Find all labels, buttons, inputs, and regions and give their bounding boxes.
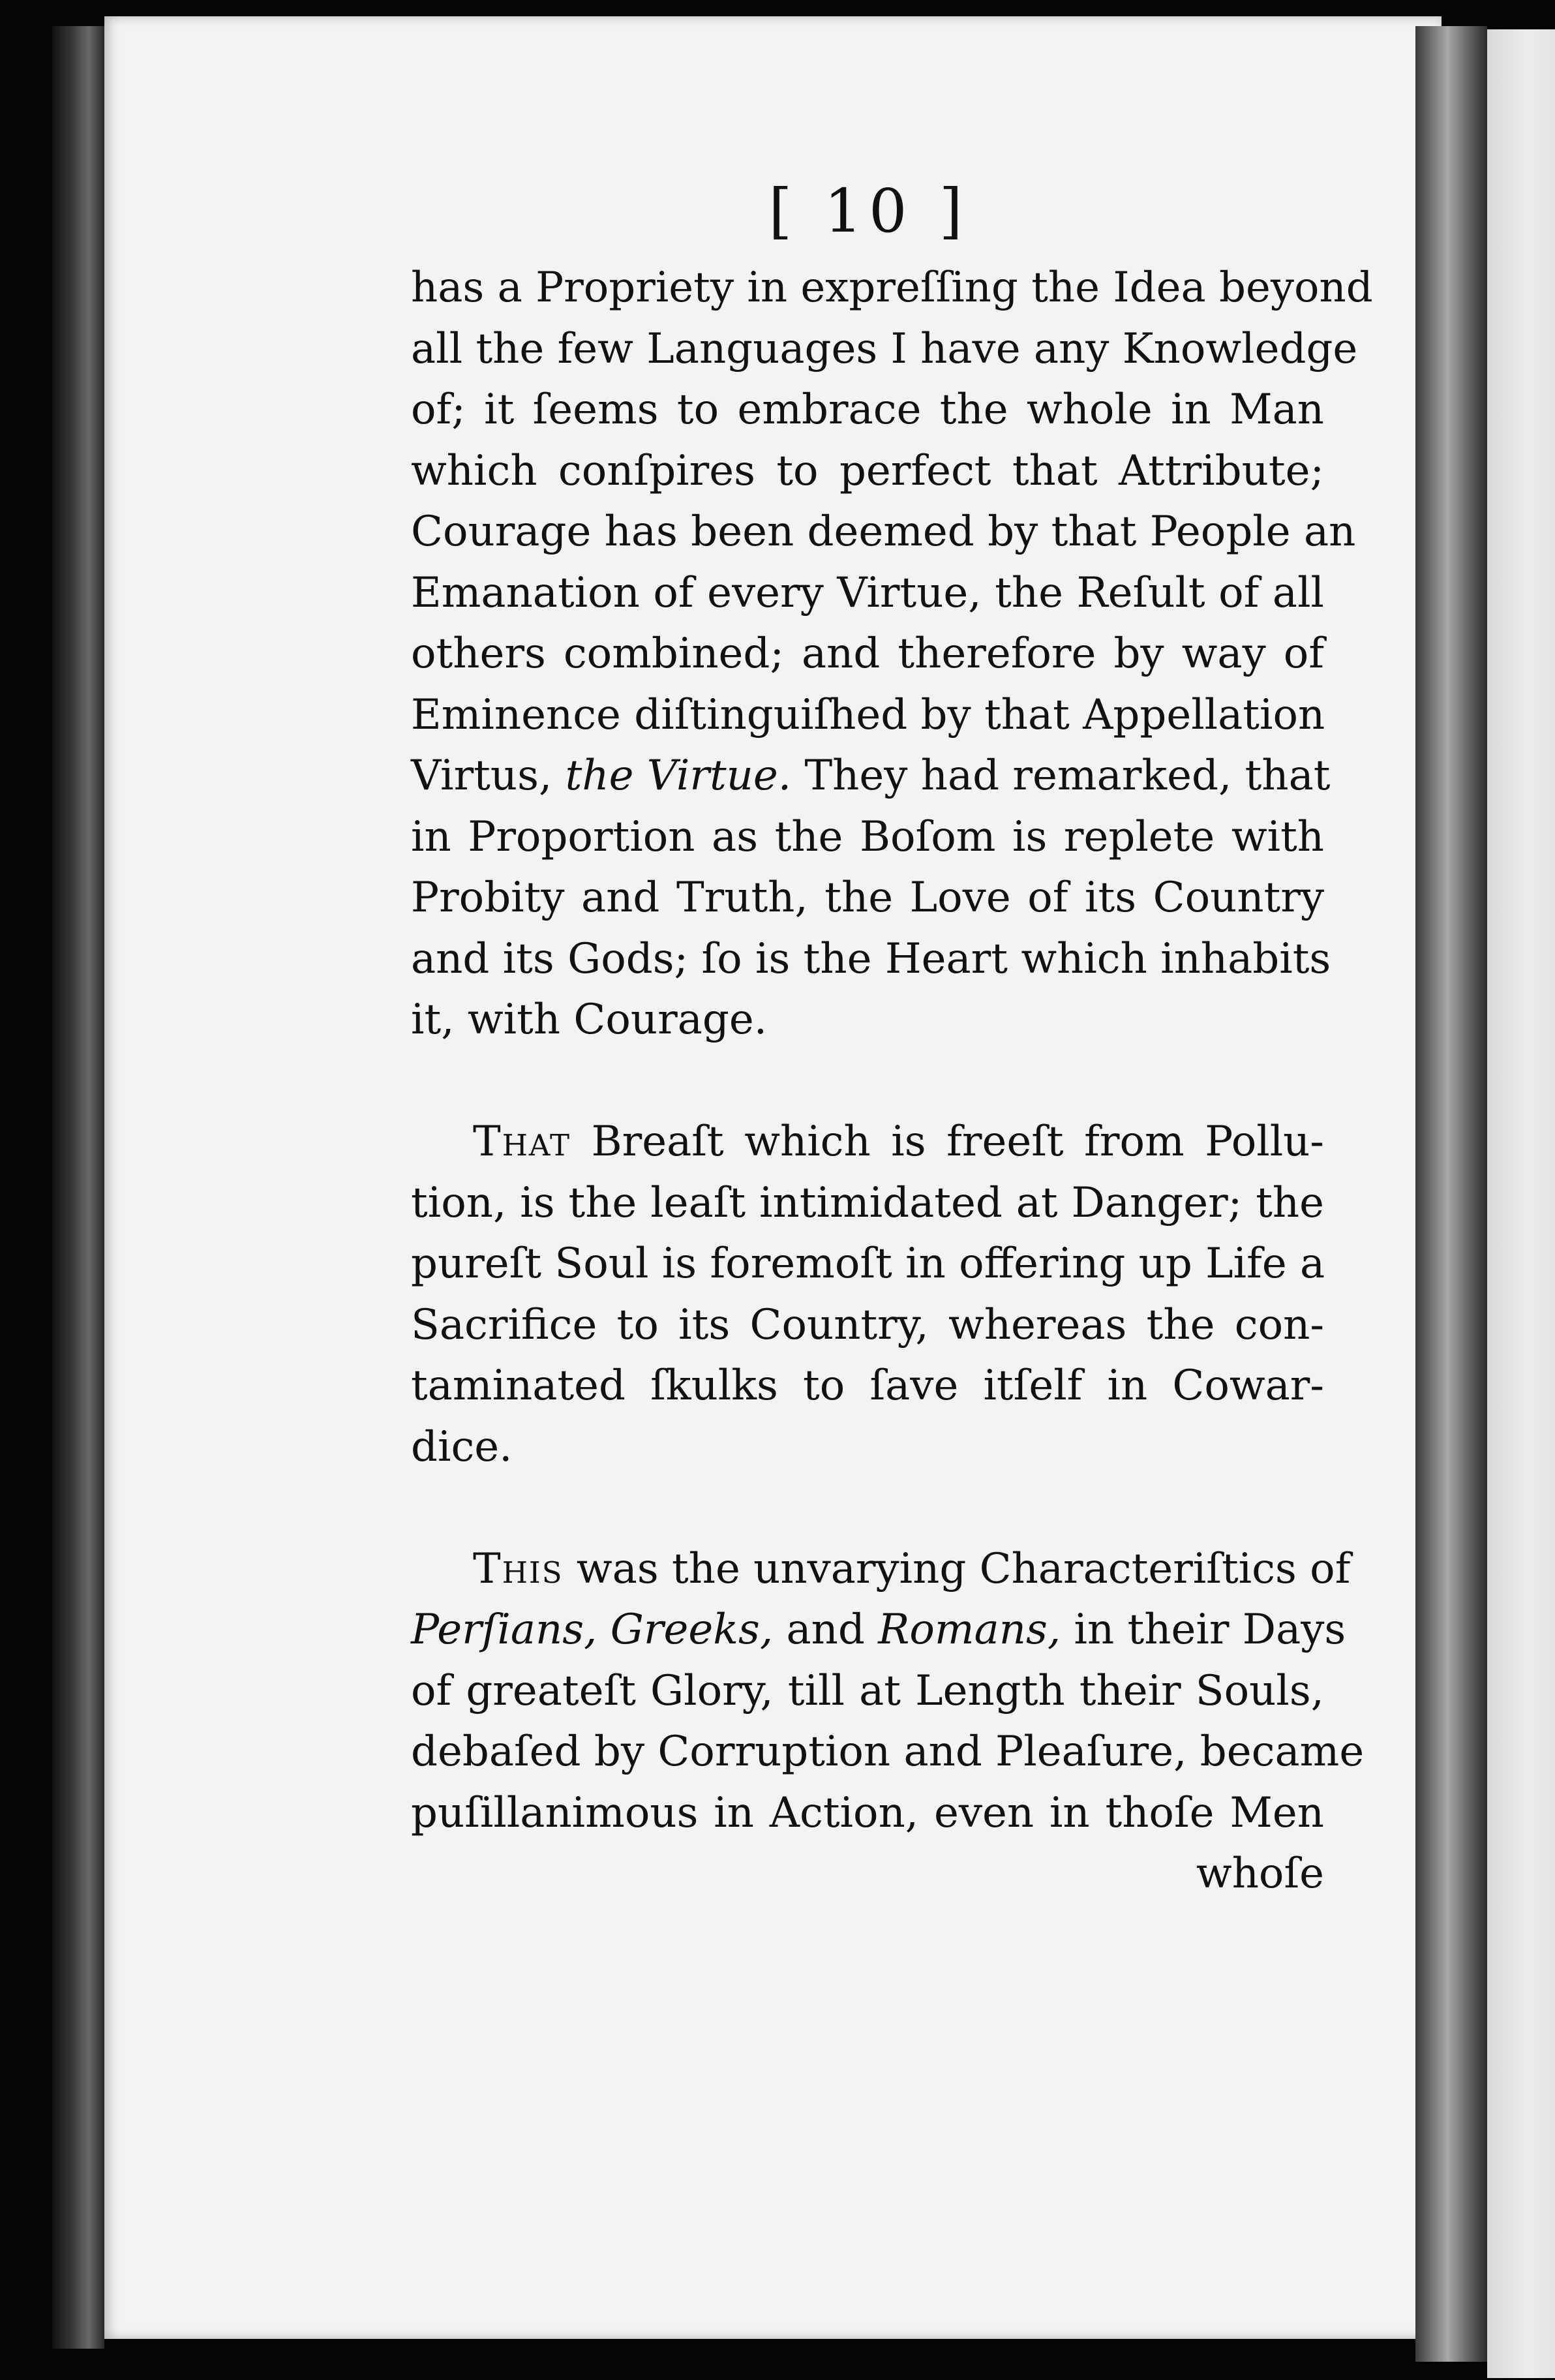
text-line: others combined; and therefore by way of	[411, 630, 1324, 678]
text-line: it, with Courage.	[411, 996, 768, 1044]
text-line: Probity and Truth, the Love of its Country	[411, 874, 1324, 922]
binding-shadow	[52, 26, 104, 2349]
text-line: which conſpires to perfect that Attribute;	[411, 446, 1324, 495]
text-line: puſillanimous in Action, even in thoſe Men	[411, 1788, 1324, 1837]
text-line: Eminence diſtinguiſhed by that Appellation	[411, 690, 1325, 739]
paragraph-gap	[411, 1051, 1324, 1112]
text-line: taminated ſkulks to ſave itſelf in Cowar-	[411, 1362, 1324, 1410]
facing-page-edge	[1487, 29, 1555, 2378]
text-line: all the few Languages I have any Knowledge	[411, 324, 1358, 373]
text-line: Sacrifice to its Country, whereas the con-	[411, 1300, 1324, 1349]
word-greeks: Greeks,	[610, 1606, 774, 1654]
text-line: and its Gods; ſo is the Heart which inhabits	[411, 934, 1331, 983]
word-romans: Romans,	[878, 1606, 1061, 1654]
paragraph-lead: This	[473, 1544, 564, 1593]
text-line: Courage has been deemed by that People an	[411, 508, 1356, 556]
text-line: pureſt Soul is foremoſt in offering up Life a	[411, 1240, 1325, 1288]
paragraph-gap	[411, 1478, 1324, 1539]
text-line: dice.	[411, 1422, 513, 1471]
word-virtus: Virtus,	[411, 752, 552, 800]
text-segment: Breaſt which is freeſt from Pollu-	[591, 1118, 1325, 1166]
body-text	[411, 258, 1373, 1905]
text-line: of; it ſeems to embrace the whole in Man	[411, 386, 1324, 434]
word-and: and	[786, 1606, 865, 1654]
text-line: has a Propriety in expreſſing the Idea beyond	[411, 264, 1373, 312]
text-line: tion, is the leaſt intimidated at Danger; the	[411, 1178, 1324, 1227]
text-line	[411, 1112, 1324, 1173]
text-line: Emanation of every Virtue, the Reſult of all	[411, 568, 1324, 617]
text-line: in Proportion as the Boſom is replete with	[411, 812, 1324, 861]
text-line	[411, 1600, 1346, 1661]
text-segment: They had remarked, that	[804, 752, 1331, 800]
paragraph-lead: That	[473, 1118, 571, 1166]
catchword: whoſe	[1196, 1850, 1324, 1898]
text-line	[411, 746, 1331, 807]
italic-phrase: the Virtue.	[565, 752, 792, 800]
text-line: of greateſt Glory, till at Length their Souls,	[411, 1666, 1324, 1715]
word-persians: Perſians,	[411, 1606, 597, 1654]
text-line	[411, 1539, 1351, 1600]
text-segment: was the unvarying Characteriſtics of	[576, 1544, 1351, 1593]
text-line: debaſed by Corruption and Pleaſure, became	[411, 1728, 1365, 1776]
text-segment: in their Days	[1074, 1606, 1346, 1654]
page-gutter	[1415, 26, 1487, 2362]
page-number: [ 10 ]	[768, 176, 969, 246]
